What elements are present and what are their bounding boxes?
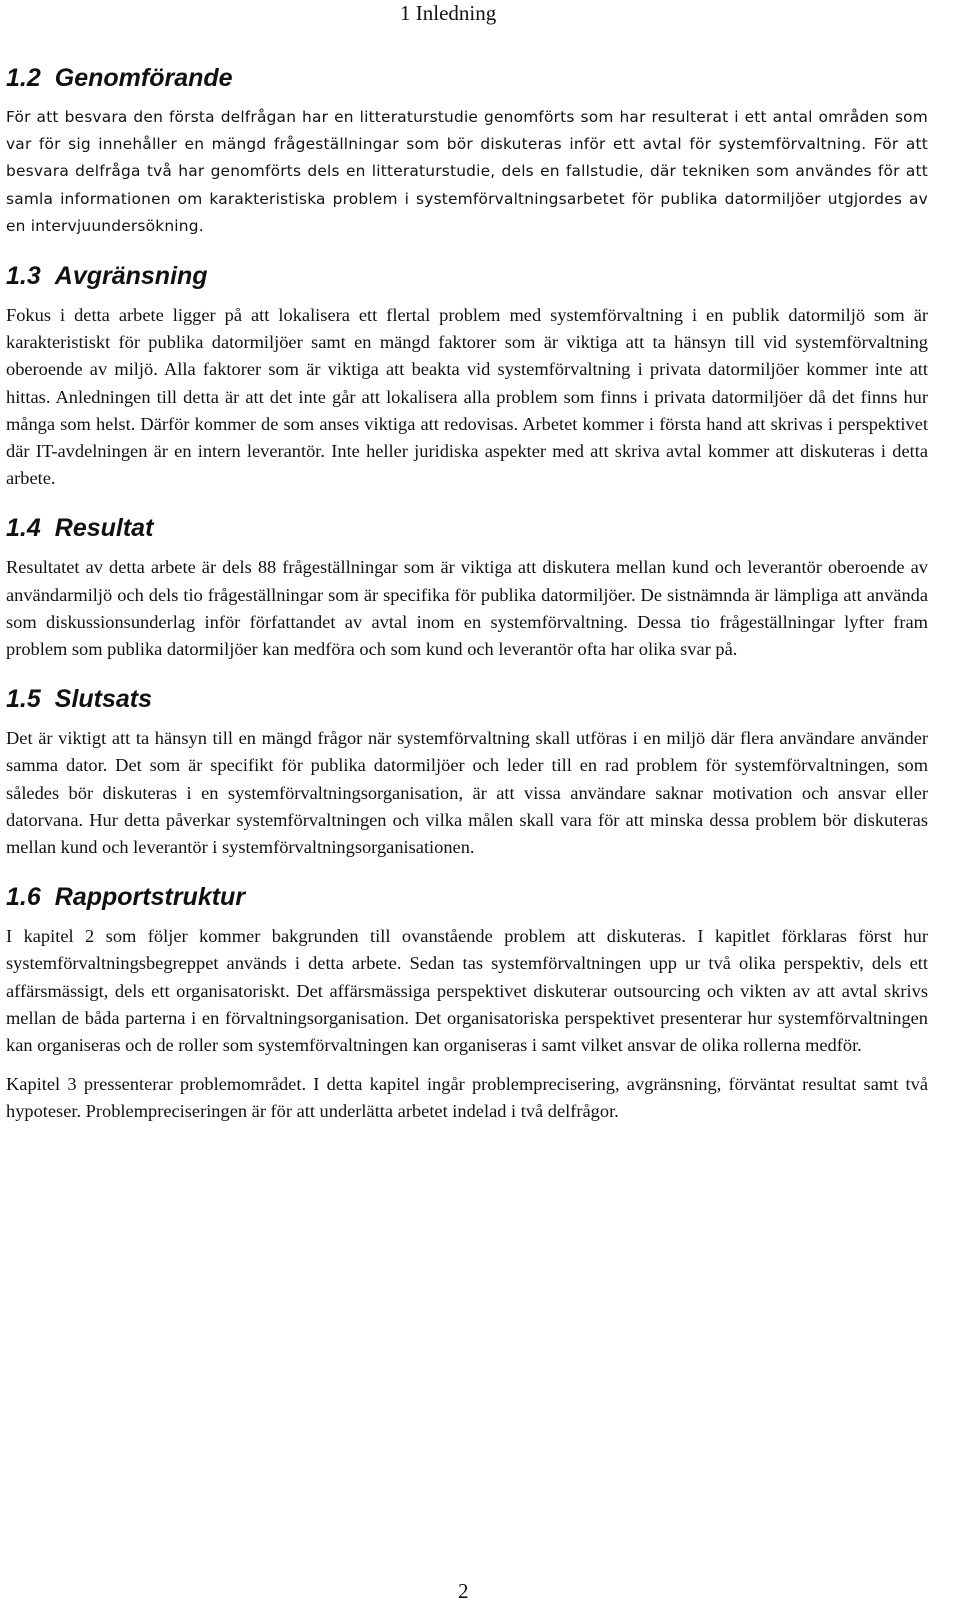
section-genomforande [6, 62, 928, 240]
section-heading [6, 512, 928, 544]
page-number: 2 [458, 1579, 469, 1603]
section-title: Rapportstruktur [54, 883, 246, 912]
section-resultat [6, 512, 928, 663]
section-paragraph: Fokus i detta arbete ligger på att lokalisera ett flertal problem med systemförvaltning i en publik datormiljö som är karakteristiskt för publika datormiljöer samt en mängd faktorer som är viktiga att ta hänsyn till vid systemförvaltning oberoende av miljö. Alla faktorer som är viktiga att beakta vid systemförvaltning i privata datormiljöer kommer inte att hittas. Anledningen till detta är att det inte går att lokalisera alla problem som finns i privata datormiljöer då det finns hur många som helst. Därför kommer de som anses viktiga att redovisas. Arbetet kommer i första hand att skrivas i perspektivet där IT-avdelningen är en intern leverantör. Inte heller juridiska aspekter med att skriva avtal kommer att diskuteras i detta arbete. [6, 305, 928, 489]
page-content [6, 62, 928, 1126]
section-slutsats [6, 683, 928, 861]
section-heading [6, 260, 928, 292]
section-title: Avgränsning [54, 262, 208, 291]
section-title: Genomförande [54, 64, 233, 92]
section-rapportstruktur [6, 881, 928, 1125]
section-title: Slutsats [54, 685, 153, 714]
section-number: 1.4 [6, 514, 41, 543]
running-header: 1 Inledning [400, 1, 497, 25]
section-heading [6, 62, 928, 94]
section-avgransning [6, 260, 928, 492]
section-number: 1.5 [6, 685, 41, 714]
section-paragraph: I kapitel 2 som följer kommer bakgrunden till ovanstående problem att diskuteras. I kapitlet förklaras först hur systemförvaltningsbegreppet används i detta arbete. Sedan tas systemförvaltningen upp ur två olika perspektiv, dels ett affärsmässigt, dels ett organisatoriskt. Det affärsmässiga perspektivet diskuterar outsourcing och vikten av att avtal skrivs mellan de båda parterna i en förvaltningsorganisation. Det organisatoriska perspektivet presenterar hur systemförvaltningen kan organiseras och de roller som systemförvaltningen kan organiseras i samt vilket ansvar de olika rollerna medför. [6, 926, 928, 1056]
section-paragraph: Det är viktigt att ta hänsyn till en mängd frågor när systemförvaltning skall utföras i en miljö där flera användare använder samma dator. Det som är specifikt för publika datormiljöer och leder till en rad problem för systemförvaltningen, som således bör diskuteras i en systemförvaltningsorganisation, är att vissa användare saknar motivation och ansvar eller datorvana. Hur detta påverkar systemförvaltningen och vilka målen skall vara för att minska dessa problem bör diskuteras mellan kund och leverantör i systemförvaltningsorganisationen. [6, 728, 928, 858]
section-paragraph: Kapitel 3 pressenterar problemområdet. I detta kapitel ingår problemprecisering, avgränsning, förväntat resultat samt två hypoteser. Problempreciseringen är för att underlätta arbetet indelad i två delfrågor. [6, 1074, 928, 1122]
section-title: Resultat [54, 514, 154, 543]
section-heading [6, 683, 928, 715]
section-paragraph: För att besvara den första delfrågan har en litteraturstudie genomförts som har resulterat i ett antal områden som var för sig innehåller en mängd frågeställningar som bör diskuteras inför ett avtal för systemförvaltning. För att besvara delfråga två har genomförts dels en litteraturstudie, dels en fallstudie, där tekniken som användes för att samla informationen om karakteristiska problem i systemförvaltningsarbetet för publika datormiljöer utgjordes av en intervjuundersökning. [6, 108, 928, 235]
section-heading [6, 881, 928, 913]
section-paragraph: Resultatet av detta arbete är dels 88 frågeställningar som är viktiga att diskutera mellan kund och leverantör oberoende av användarmiljö och dels tio frågeställningar som är specifika för publika datormiljöer. De sistnämnda är lämpliga att använda som diskussionsunderlag inför författandet av avtal inom en systemförvaltning. Dessa tio frågeställningar lyfter fram problem som publika datormiljöer kan medföra och som kund och leverantör ofta har olika svar på. [6, 557, 928, 660]
section-number: 1.6 [6, 883, 41, 912]
section-number: 1.3 [6, 262, 41, 291]
section-number: 1.2 [6, 64, 41, 92]
